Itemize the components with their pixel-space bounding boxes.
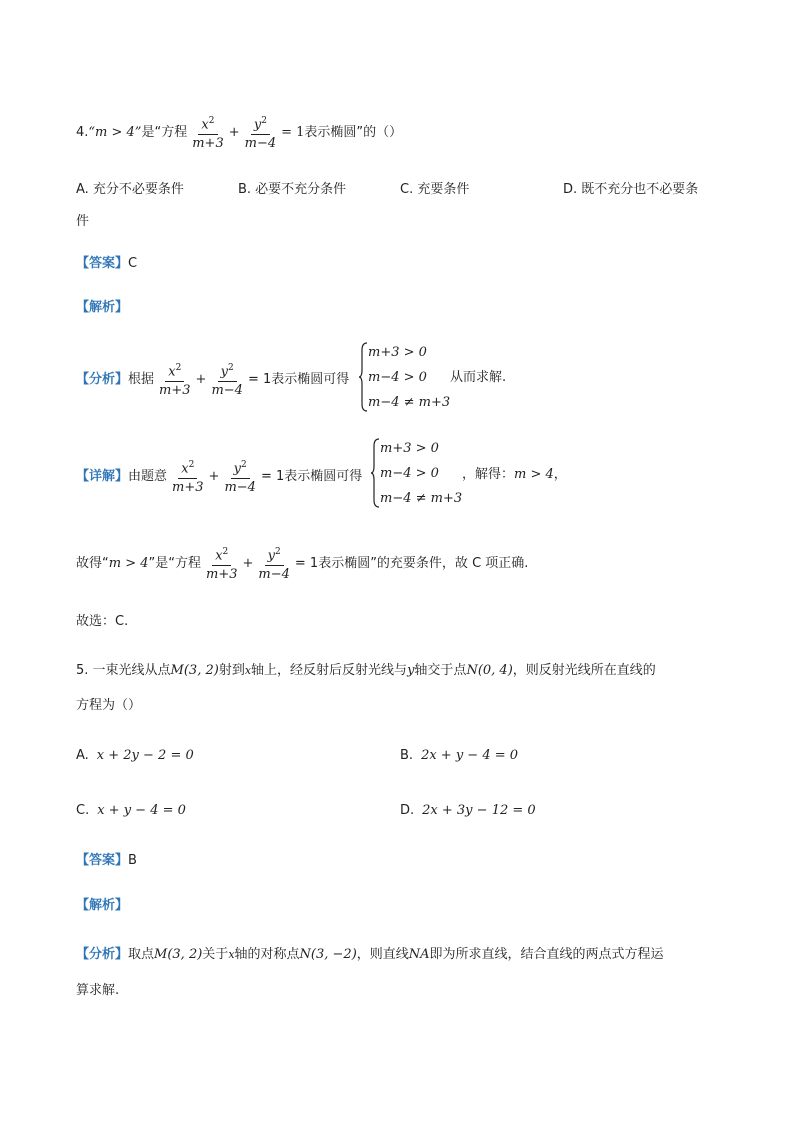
q4-option-b: B. 必要不充分条件 (238, 182, 347, 197)
q5-answer (76, 852, 137, 870)
q4-detail-frac-y: $\frac{y^2}{m-4}$ (221, 457, 259, 496)
q4-detail-frac-x: $\frac{x^2}{m+3}$ (169, 457, 207, 496)
q4-fenxi-system: m+3 > 0 m−4 > 0 m−4 ≠ m+3 (368, 345, 451, 410)
q5-stem-line1: 5. 一束光线从点M(3, 2)射到x轴上，经反射后反射光线与y轴交于点N(0, 4)，则反射光线所在直线的 (76, 663, 656, 678)
q4-detail: 【详解】由题意 $\frac{x^2}{m+3}$ + $\frac{y^2}{m-4}$ = 1表示椭圆可得 (76, 457, 362, 496)
q4-condition: “m > 4” (88, 125, 142, 141)
q4-frac-x: $\frac{x^2}{m+3}$ (189, 113, 227, 152)
q4-option-a: A. 充分不必要条件 (76, 182, 184, 197)
q4-fenxi-post: 从而求解. (450, 370, 507, 385)
q4-fenxi: 【分析】根据 $\frac{x^2}{m+3}$ + $\frac{y^2}{m-4}$ = 1表示椭圆可得 (76, 360, 349, 399)
answer-value: C (128, 256, 138, 271)
q4-stem: 4.“m > 4”是“方程 $\frac{x^2}{m+3}$ + $\frac{y^2}{m-4}$ = 1表示椭圆”的（） (76, 113, 402, 152)
q5-option-b: B. 2x + y − 4 = 0 (400, 748, 519, 763)
answer-label: 【答案】 (76, 853, 129, 868)
detail-label: 【详解】 (76, 469, 129, 485)
q4-frac-y: $\frac{y^2}{m-4}$ (242, 113, 280, 152)
q4-answer (76, 255, 137, 273)
q4-shi: 是“方程 (141, 125, 188, 141)
q4-analysis-label: 【解析】 (76, 300, 129, 315)
answer-label: 【答案】 (76, 256, 129, 271)
fenxi-label: 【分析】 (76, 372, 129, 388)
q5-analysis-label: 【解析】 (76, 898, 129, 913)
q4-option-c: C. 充要条件 (400, 182, 470, 197)
q4-detail-system: m+3 > 0 m−4 > 0 m−4 ≠ m+3 (380, 441, 463, 506)
q4-option-d: D. 既不充分也不必要条 (563, 182, 699, 197)
q5-fenxi-line2: 算求解. (76, 983, 120, 998)
q5-stem-line2: 方程为（） (76, 698, 142, 713)
q4-choose: 故选：C. (76, 614, 129, 629)
q5-option-d: D. 2x + 3y − 12 = 0 (400, 803, 536, 818)
q5-fenxi-line1: 【分析】取点M(3, 2)关于x轴的对称点N(3, −2)，则直线NA即为所求直线，结合直线的两点式方程运 (76, 947, 664, 962)
q5-option-c: C. x + y − 4 = 0 (76, 803, 186, 818)
q4-option-d-wrap: 件 (76, 214, 90, 229)
q4-conclusion-frac-x: $\frac{x^2}{m+3}$ (203, 544, 241, 583)
q5-point-n: N(0, 4) (466, 663, 513, 678)
answer-value: B (128, 853, 137, 868)
q4-detail-brace (370, 438, 380, 508)
q4-tail: 表示椭圆”的（） (304, 125, 403, 141)
q4-conclusion: 故得“m > 4”是“方程 $\frac{x^2}{m+3}$ + $\frac{y^2}{m-4}$ = 1表示椭圆”的充要条件，故 C 项正确. (76, 544, 528, 583)
q4-number: 4. (76, 125, 89, 141)
q4-detail-post: ，解得：m > 4， (462, 467, 567, 482)
q4-fenxi-frac-y: $\frac{y^2}{m-4}$ (208, 360, 246, 399)
q4-conclusion-frac-y: $\frac{y^2}{m-4}$ (255, 544, 293, 583)
fenxi-label: 【分析】 (76, 947, 129, 962)
q5-option-a: A. x + 2y − 2 = 0 (76, 748, 194, 763)
q4-fenxi-frac-x: $\frac{x^2}{m+3}$ (156, 360, 194, 399)
q5-point-m: M(3, 2) (170, 663, 219, 678)
q4-fenxi-brace (358, 342, 368, 412)
